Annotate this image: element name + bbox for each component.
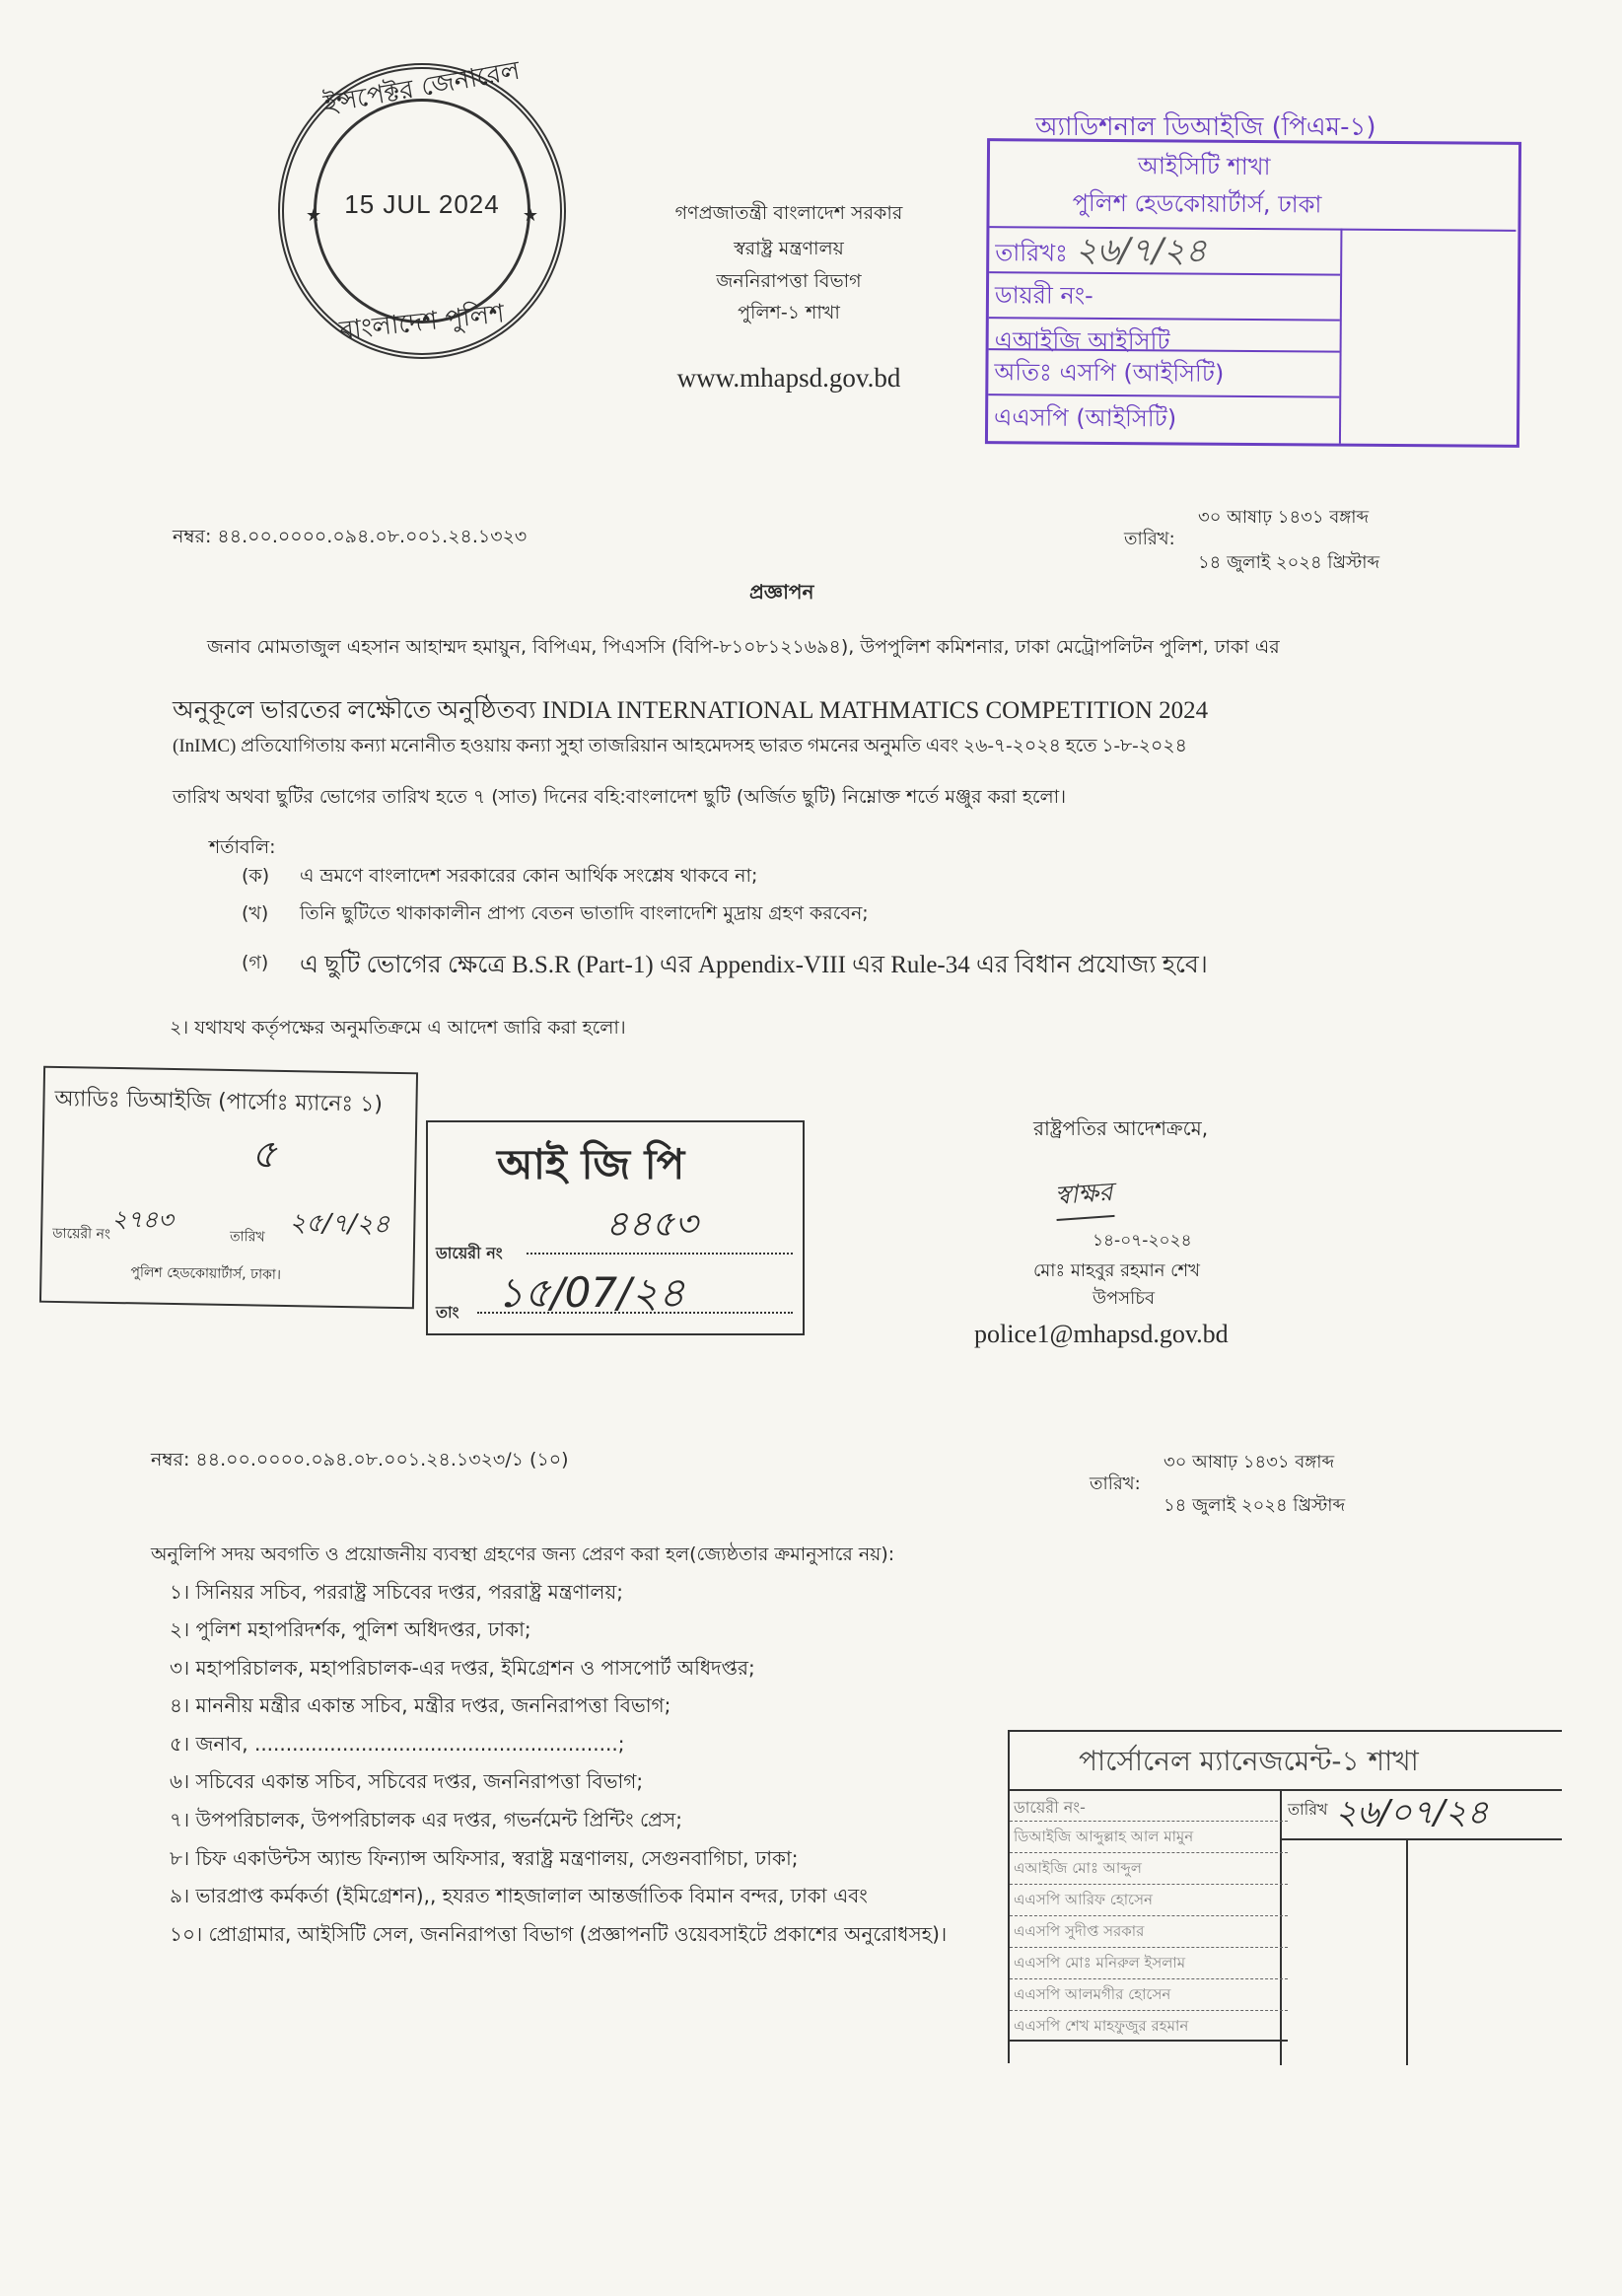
pm-branch-stamp	[1008, 1730, 1562, 2063]
adig-stamp	[39, 1066, 418, 1310]
receipt-stamp-office: পুলিশ হেডকোয়ার্টার্স, ঢাকা	[1072, 188, 1322, 219]
list-item: ২। পুলিশ মহাপরিদর্শক, পুলিশ অধিদপ্তর, ঢাকা;	[170, 1617, 531, 1641]
pm-date-label: তারিখ	[1288, 1800, 1328, 1819]
list-item: ১। সিনিয়র সচিব, পররাষ্ট্র সচিবের দপ্তর, পররাষ্ট্র মন্ত্রণালয়;	[170, 1580, 623, 1604]
list-item: ৫। জনাব, ..........................................................;	[170, 1732, 625, 1756]
star-icon: ★	[522, 205, 538, 226]
body-line: (InIMC) প্রতিযোগিতায় কন্যা মনোনীত হওয়ায় কন্যা সুহা তাজরিয়ান আহমেদসহ ভারত গমনের অনুমতি এবং ২৬-৭-২০২৪ হতে ১-৮-২০২৪	[173, 736, 1187, 756]
header-govt: গণপ্রজাতন্ত্রী বাংলাদেশ সরকার	[674, 202, 903, 224]
igp-date-line	[477, 1312, 793, 1314]
pm-row: এএসপি আরিফ হোসেন	[1010, 1884, 1288, 1915]
adig-date-value: ২৫/৭/২৪	[289, 1208, 390, 1240]
list-item: ১০। প্রোগ্রামার, আইসিটি সেল, জননিরাপত্তা বিভাগ (প্রজ্ঞাপনটি ওয়েবসাইটে প্রকাশের অনুরোধসহ)।	[170, 1922, 948, 1946]
receipt-stamp	[985, 138, 1521, 448]
star-icon: ★	[306, 205, 322, 226]
copy-date-gregorian: ১৪ জুলাই ২০২৪ খ্রিস্টাব্দ	[1164, 1495, 1346, 1516]
adig-office: পুলিশ হেডকোয়ার্টার্স, ঢাকা।	[130, 1264, 282, 1283]
receipt-row: এআইজি আইসিটি	[989, 317, 1340, 364]
condition-text: এ ছুটি ভোগের ক্ষেত্রে B.S.R (Part-1) এর Appendix-VIII এর Rule-34 এর বিধান প্রযোজ্য হবে।	[300, 952, 1208, 978]
condition-text: তিনি ছুটিতে থাকাকালীন প্রাপ্য বেতন ভাতাদি বাংলাদেশি মুদ্রায় গ্রহণ করবেন;	[300, 902, 869, 924]
list-item: ৬। সচিবের একান্ত সচিব, সচিবের দপ্তর, জননিরাপত্তা বিভাগ;	[170, 1769, 644, 1793]
copy-date-label: তারিখ:	[1090, 1473, 1141, 1494]
header-ministry: স্বরাষ্ট্র মন্ত্রণালয়	[734, 238, 844, 259]
body-line: তারিখ অথবা ছুটির ভোগের তারিখ হতে ৭ (সাত) দিনের বহি:বাংলাদেশ ছুটি (অর্জিত ছুটি) নিম্নোক্ত শর্তে মঞ্জুর করা হলো।	[173, 786, 1066, 808]
igp-stamp	[426, 1120, 805, 1335]
pm-row: ডিআইজি আব্দুল্লাহ আল মামুন	[1010, 1821, 1288, 1852]
memo-title: প্রজ্ঞাপন	[749, 580, 814, 604]
body-line: অনুকূলে ভারতের লক্ষৌতে অনুষ্ঠিতব্য INDIA INTERNATIONAL MATHMATICS COMPETITION 2024	[173, 697, 1209, 724]
adig-diary-label: ডায়েরী নং	[52, 1225, 111, 1243]
header-division: জননিরাপত্তা বিভাগ	[716, 270, 862, 292]
pm-divider	[1280, 1838, 1562, 1840]
pm-date-value: ২৬/০৭/২৪	[1335, 1793, 1489, 1832]
signatory-email[interactable]: police1@mhapsd.gov.bd	[974, 1320, 1229, 1348]
list-item: ৪। মাননীয় মন্ত্রীর একান্ত সচিব, মন্ত্রীর দপ্তর, জননিরাপত্তা বিভাগ;	[170, 1693, 671, 1717]
receipt-row: ডায়রী নং-	[989, 271, 1340, 319]
clause-2: ২। যথাযথ কর্তৃপক্ষের অনুমতিক্রমে এ আদেশ জারি করা হলো।	[170, 1017, 626, 1039]
pm-row: এএসপি শেখ মাহফুজুর রহমান	[1010, 2010, 1288, 2042]
receipt-stamp-title: অ্যাডিশনাল ডিআইজি (পিএম-১)	[1035, 112, 1376, 142]
pm-row: এএসপি সুদীপ্ত সরকার	[1010, 1915, 1288, 1947]
receipt-column-divider	[1339, 229, 1343, 444]
pm-row: এআইজি মোঃ আব্দুল	[1010, 1852, 1288, 1884]
conditions-heading: শর্তাবলি:	[209, 836, 276, 858]
receipt-stamp-branch: আইসিটি শাখা	[1137, 152, 1271, 181]
adig-date-label: তারিখ	[229, 1229, 265, 1246]
memo-date-gregorian: ১৪ জুলাই ২০২৪ খ্রিস্টাব্দ	[1198, 552, 1380, 573]
adig-stamp-title: অ্যাডিঃ ডিআইজি (পার্সোঃ ম্যানেঃ ১)	[54, 1086, 384, 1117]
list-item: ৭। উপপরিচালক, উপপরিচালক এর দপ্তর, গভর্নমেন্ট প্রিন্টিং প্রেস;	[170, 1808, 682, 1831]
seal-date: 15 JUL 2024	[344, 189, 500, 219]
pm-diary-label: ডায়েরী নং-	[1014, 1798, 1086, 1817]
pm-row: এএসপি মোঃ মনিরুল ইসলাম	[1010, 1947, 1288, 1978]
igp-diary-label: ডায়েরী নং	[436, 1244, 503, 1262]
seal-top-text: ইন্সপেক্টর জেনারেল	[321, 55, 523, 120]
memo-number: নম্বর: ৪৪.০০.০০০০.০৯৪.০৮.০০১.২৪.১৩২৩	[173, 526, 528, 547]
igp-date-label: তাং	[436, 1303, 459, 1322]
header-branch: পুলিশ-১ শাখা	[738, 302, 840, 323]
signatory-designation: উপসচিব	[1093, 1288, 1156, 1309]
body-line: জনাব মোমতাজুল এহসান আহাম্মদ হমায়ুন, বিপিএম, পিএসসি (বিপি-৮১০৮১২১৬৯৪), উপপুলিশ কমিশনার, ঢাকা মেট্রোপলিটন পুলিশ, ঢাকা এর	[207, 636, 1280, 658]
condition-label: (ক)	[242, 865, 270, 887]
list-item: ৩। মহাপরিচালক, মহাপরিচালক-এর দপ্তর, ইমিগ্রেশন ও পাসপোর্ট অধিদপ্তর;	[170, 1656, 755, 1680]
signature-date: ১৪-০৭-২০২৪	[1093, 1231, 1192, 1251]
adig-diary-value: ২৭৪৩	[111, 1204, 175, 1235]
memo-date-bangla: ৩০ আষাঢ় ১৪৩১ বঙ্গাব্দ	[1198, 507, 1370, 528]
seal-bottom-text: বাংলাদেশ পুলিশ	[337, 299, 506, 346]
memo-date-label: তারিখ:	[1124, 529, 1175, 549]
inspector-general-seal	[278, 55, 566, 359]
pm-column-divider	[1406, 1838, 1408, 2065]
igp-diary-line	[527, 1253, 793, 1255]
pm-row: এএসপি আলমগীর হোসেন	[1010, 1978, 1288, 2010]
signature-mark: স্বাক্ষর	[1053, 1172, 1114, 1221]
list-item: ৯। ভারপ্রাপ্ত কর্মকর্তা (ইমিগ্রেশন),, হযরত শাহজালাল আন্তর্জাতিক বিমান বন্দর, ঢাকা এবং	[170, 1884, 868, 1907]
copy-intro: অনুলিপি সদয় অবগতি ও প্রয়োজনীয় ব্যবস্থা গ্রহণের জন্য প্রেরণ করা হল(জ্যেষ্ঠতার ক্রমানুসারে নয়):	[151, 1543, 895, 1565]
receipt-row: অতিঃ এসপি (আইসিটি)	[988, 348, 1339, 397]
receipt-date-value: ২৬/৭/২৪	[1075, 230, 1208, 271]
condition-text: এ ভ্রমণে বাংলাদেশ সরকারের কোন আর্থিক সংশ্লেষ থাকবে না;	[300, 865, 758, 887]
header-website[interactable]: www.mhapsd.gov.bd	[676, 363, 901, 393]
igp-stamp-title: আই জি পি	[497, 1140, 685, 1188]
receipt-date-label: তারিখঃ	[995, 239, 1068, 267]
president-order: রাষ্ট্রপতির আদেশক্রমে,	[1033, 1116, 1209, 1140]
signatory-name: মোঃ মাহবুর রহমান শেখ	[1033, 1260, 1200, 1281]
copy-date-bangla: ৩০ আষাঢ় ১৪৩১ বঙ্গাব্দ	[1164, 1452, 1335, 1472]
receipt-row: এএসপি (আইসিটি)	[988, 394, 1339, 441]
pm-stamp-title: পার্সোনেল ম্যানেজমেন্ট-১ শাখা	[1079, 1745, 1419, 1777]
igp-date-value: ১৫/07/২৪	[497, 1268, 685, 1317]
igp-diary-value: ৪৪৫৩	[605, 1204, 698, 1245]
condition-label: (খ)	[242, 902, 269, 924]
copy-number: নম্বর: ৪৪.০০.০০০০.০৯৪.০৮.০০১.২৪.১৩২৩/১ (১০)	[151, 1449, 569, 1471]
condition-label: (গ)	[242, 952, 269, 973]
adig-stamp-mark: ৫	[250, 1131, 277, 1178]
list-item: ৮। চিফ একাউন্টস অ্যান্ড ফিন্যান্স অফিসার, স্বরাষ্ট্র মন্ত্রণালয়, সেগুনবাগিচা, ঢাকা;	[170, 1846, 799, 1870]
